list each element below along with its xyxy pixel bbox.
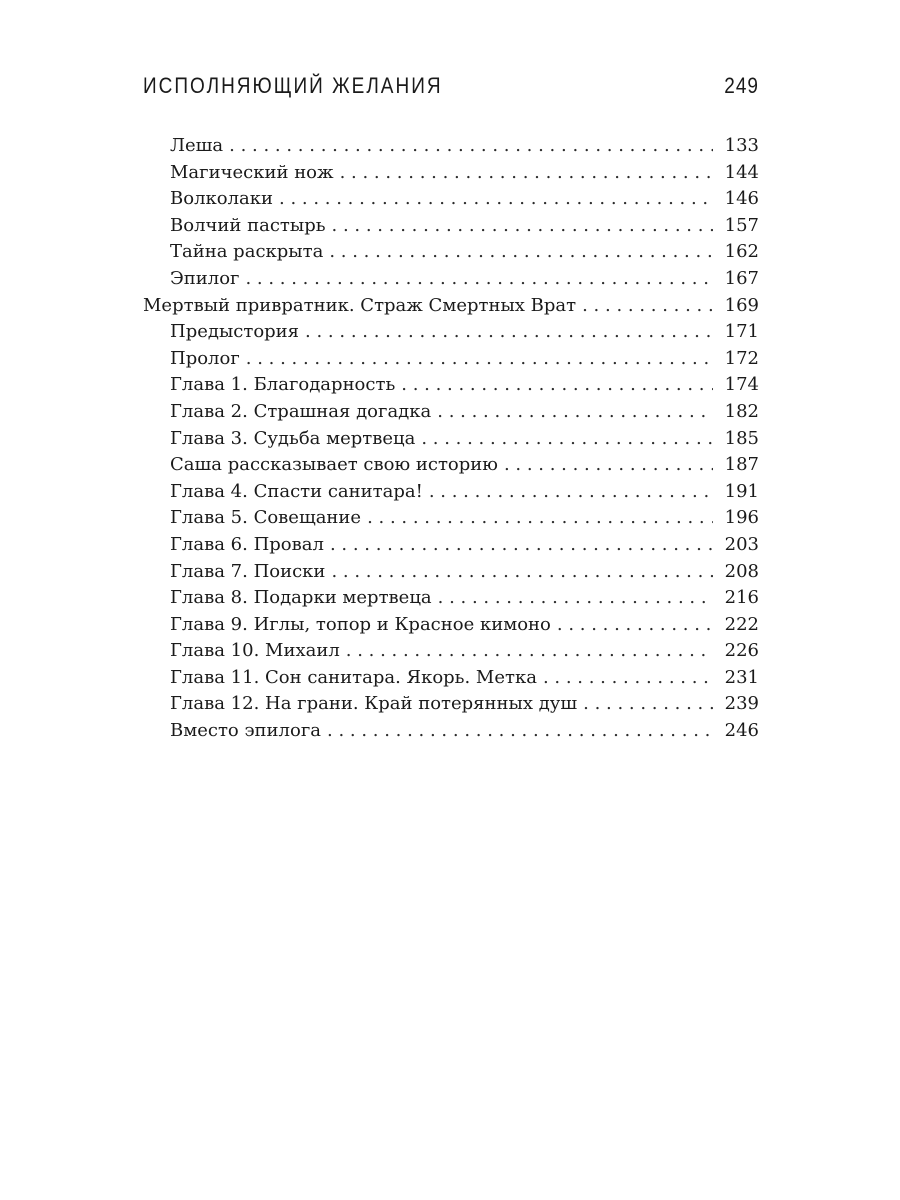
page-number: 249 bbox=[724, 74, 759, 99]
dot-leader bbox=[245, 266, 713, 293]
toc-entry-page: 162 bbox=[724, 241, 759, 263]
dot-leader bbox=[279, 186, 713, 213]
dot-leader bbox=[332, 213, 713, 240]
toc-entry-page: 172 bbox=[724, 347, 759, 369]
toc-entry-page: 146 bbox=[724, 188, 759, 210]
toc-chapter-entry[interactable] bbox=[143, 186, 759, 213]
dot-leader bbox=[437, 399, 713, 426]
toc-entry-page: 239 bbox=[724, 693, 759, 715]
dot-leader bbox=[229, 133, 713, 160]
toc-chapter-entry[interactable] bbox=[143, 612, 759, 639]
toc-entry-page: 216 bbox=[724, 587, 759, 609]
toc-entry-title: Глава 5. Совещание bbox=[170, 507, 362, 529]
toc-chapter-entry[interactable] bbox=[143, 479, 759, 506]
toc-entry-title: Глава 10. Михаил bbox=[170, 640, 340, 662]
toc-entry-title: Волколаки bbox=[170, 188, 273, 210]
dot-leader bbox=[401, 372, 713, 399]
dot-leader bbox=[582, 293, 713, 320]
toc-entry-page: 169 bbox=[724, 294, 759, 316]
toc-chapter-entry[interactable] bbox=[143, 638, 759, 665]
toc-entry-title: Предыстория bbox=[170, 321, 300, 343]
toc-entry-title: Леша bbox=[170, 135, 224, 156]
toc-entry-title: Глава 8. Подарки мертвеца bbox=[170, 587, 432, 609]
toc-chapter-entry[interactable] bbox=[143, 559, 759, 586]
toc-entry-page: 246 bbox=[724, 720, 759, 742]
dot-leader bbox=[246, 346, 713, 373]
dot-leader bbox=[305, 319, 713, 346]
toc-chapter-entry[interactable] bbox=[143, 213, 759, 240]
toc-entry-page: 174 bbox=[724, 374, 759, 396]
toc-chapter-entry[interactable] bbox=[143, 372, 759, 399]
toc-entry-page: 185 bbox=[724, 427, 759, 449]
dot-leader bbox=[429, 479, 713, 506]
dot-leader bbox=[346, 638, 713, 665]
toc-section-entry[interactable] bbox=[143, 293, 759, 320]
dot-leader bbox=[438, 585, 713, 612]
toc-entry-page: 191 bbox=[724, 480, 759, 502]
toc-chapter-entry[interactable] bbox=[143, 266, 759, 293]
toc-entry-title: Глава 6. Провал bbox=[170, 533, 324, 555]
toc-entry-page: 157 bbox=[724, 214, 759, 236]
toc-chapter-entry[interactable] bbox=[143, 691, 759, 718]
toc-entry-title: Глава 3. Судьба мертвеца bbox=[170, 427, 416, 449]
toc-entry-page: 203 bbox=[724, 533, 759, 555]
dot-leader bbox=[583, 691, 713, 718]
toc-entry-title: Глава 9. Иглы, топор и Красное кимоно bbox=[170, 613, 551, 635]
toc-chapter-entry[interactable] bbox=[143, 346, 759, 373]
toc-chapter-entry[interactable] bbox=[143, 505, 759, 532]
toc-entry-page: 226 bbox=[724, 640, 759, 662]
toc-chapter-entry[interactable] bbox=[143, 160, 759, 187]
toc-entry-title: Глава 2. Страшная догадка bbox=[170, 400, 432, 422]
dot-leader bbox=[504, 452, 713, 479]
toc-entry-title: Глава 12. На грани. Край потерянных душ bbox=[170, 693, 578, 715]
toc-chapter-entry[interactable] bbox=[143, 718, 759, 745]
toc-entry-title: Тайна раскрыта bbox=[170, 241, 324, 263]
toc-chapter-entry[interactable] bbox=[143, 532, 759, 559]
dot-leader bbox=[557, 612, 713, 639]
toc-chapter-entry[interactable] bbox=[143, 319, 759, 346]
toc-entry-title: Глава 1. Благодарность bbox=[170, 374, 396, 396]
toc-entry-page: 171 bbox=[724, 321, 759, 343]
toc-entry-page: 167 bbox=[724, 267, 759, 289]
toc-entry-page: 182 bbox=[724, 400, 759, 422]
table-of-contents bbox=[143, 133, 759, 745]
toc-entry-page: 187 bbox=[724, 454, 759, 476]
toc-chapter-entry[interactable] bbox=[143, 452, 759, 479]
toc-entry-title: Эпилог bbox=[170, 267, 240, 289]
toc-chapter-entry[interactable] bbox=[143, 426, 759, 453]
toc-chapter-entry[interactable] bbox=[143, 239, 759, 266]
dot-leader bbox=[543, 665, 713, 692]
toc-entry-title: Пролог bbox=[170, 347, 240, 369]
dot-leader bbox=[340, 160, 713, 187]
toc-entry-page: 208 bbox=[724, 560, 759, 582]
toc-entry-title: Глава 4. Спасти санитара! bbox=[170, 480, 423, 502]
toc-chapter-entry[interactable] bbox=[143, 585, 759, 612]
toc-entry-page: 222 bbox=[724, 613, 759, 635]
running-head bbox=[143, 74, 759, 108]
dot-leader bbox=[329, 239, 713, 266]
dot-leader bbox=[367, 505, 713, 532]
toc-entry-title: Магический нож bbox=[170, 161, 334, 183]
toc-entry-title: Глава 11. Сон санитара. Якорь. Метка bbox=[170, 666, 537, 688]
toc-entry-page: 144 bbox=[724, 161, 759, 183]
toc-chapter-entry[interactable] bbox=[143, 665, 759, 692]
toc-entry-title: Вместо эпилога bbox=[170, 720, 321, 742]
toc-entry-page: 231 bbox=[724, 666, 759, 688]
toc-chapter-entry[interactable] bbox=[143, 133, 759, 160]
dot-leader bbox=[421, 426, 713, 453]
book-title: ИСПОЛНЯЮЩИЙ ЖЕЛАНИЯ bbox=[143, 74, 443, 99]
toc-entry-title: Мертвый привратник. Страж Смертных Врат bbox=[143, 294, 577, 316]
dot-leader bbox=[330, 532, 713, 559]
dot-leader bbox=[327, 718, 713, 745]
toc-entry-title: Волчий пастырь bbox=[170, 214, 326, 236]
toc-chapter-entry[interactable] bbox=[143, 399, 759, 426]
toc-entry-title: Саша рассказывает свою историю bbox=[170, 454, 498, 476]
toc-entry-page: 196 bbox=[724, 507, 759, 529]
toc-entry-page: 133 bbox=[724, 135, 759, 156]
toc-entry-title: Глава 7. Поиски bbox=[170, 560, 326, 582]
dot-leader bbox=[331, 559, 713, 586]
